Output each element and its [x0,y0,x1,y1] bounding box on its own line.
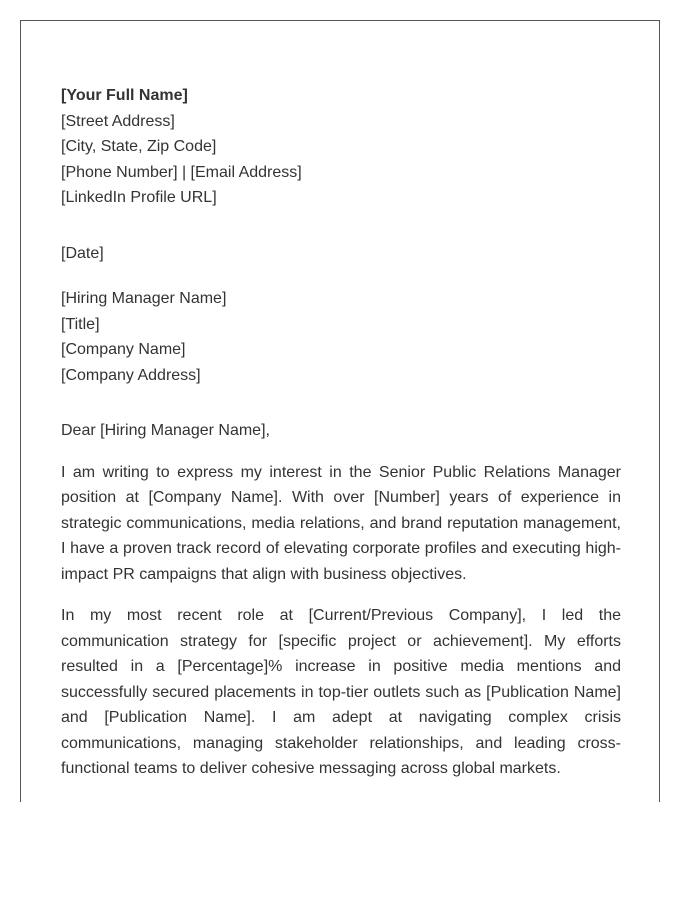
recipient-block [61,286,621,388]
letter-page [20,20,660,802]
salutation: Dear [Hiring Manager Name], [61,422,270,439]
sender-name: [Your Full Name] [61,87,188,104]
letter-date: [Date] [61,244,104,262]
recipient-address: [Company Address] [61,366,201,384]
letter-content [61,83,621,782]
recipient-title: [Title] [61,315,100,333]
sender-linkedin: [LinkedIn Profile URL] [61,189,217,206]
salutation-block [61,418,621,444]
sender-street: [Street Address] [61,112,175,130]
recipient-company: [Company Name] [61,341,186,358]
recipient-manager: [Hiring Manager Name] [61,290,227,307]
body-paragraph-1: I am writing to express my interest in the Senior Public Relations Manager position at [Company Name]. With over [Number] years of experience in strategic communications, media relations, and brand reputation management, I have a proven track record of elevating corporate profiles and executing high-impact PR campaigns that align with business objectives. [61,463,621,583]
body-paragraph-2: In my most recent role at [Current/Previous Company], I led the communication strategy for [specific project or achievement]. My efforts resulted in a [Percentage]% increase in positive media mentions and successfully secured placements in top-tier outlets such as [Publication Name] and [Publication Name]. I am adept at navigating complex crisis communications, managing stakeholder relationships, and leading cross-functional teams to deliver cohesive messaging across global markets. [61,607,621,777]
sender-city: [City, State, Zip Code] [61,138,217,155]
sender-block [61,83,621,211]
sender-contact: [Phone Number] | [Email Address] [61,163,302,181]
date-block [61,241,621,267]
